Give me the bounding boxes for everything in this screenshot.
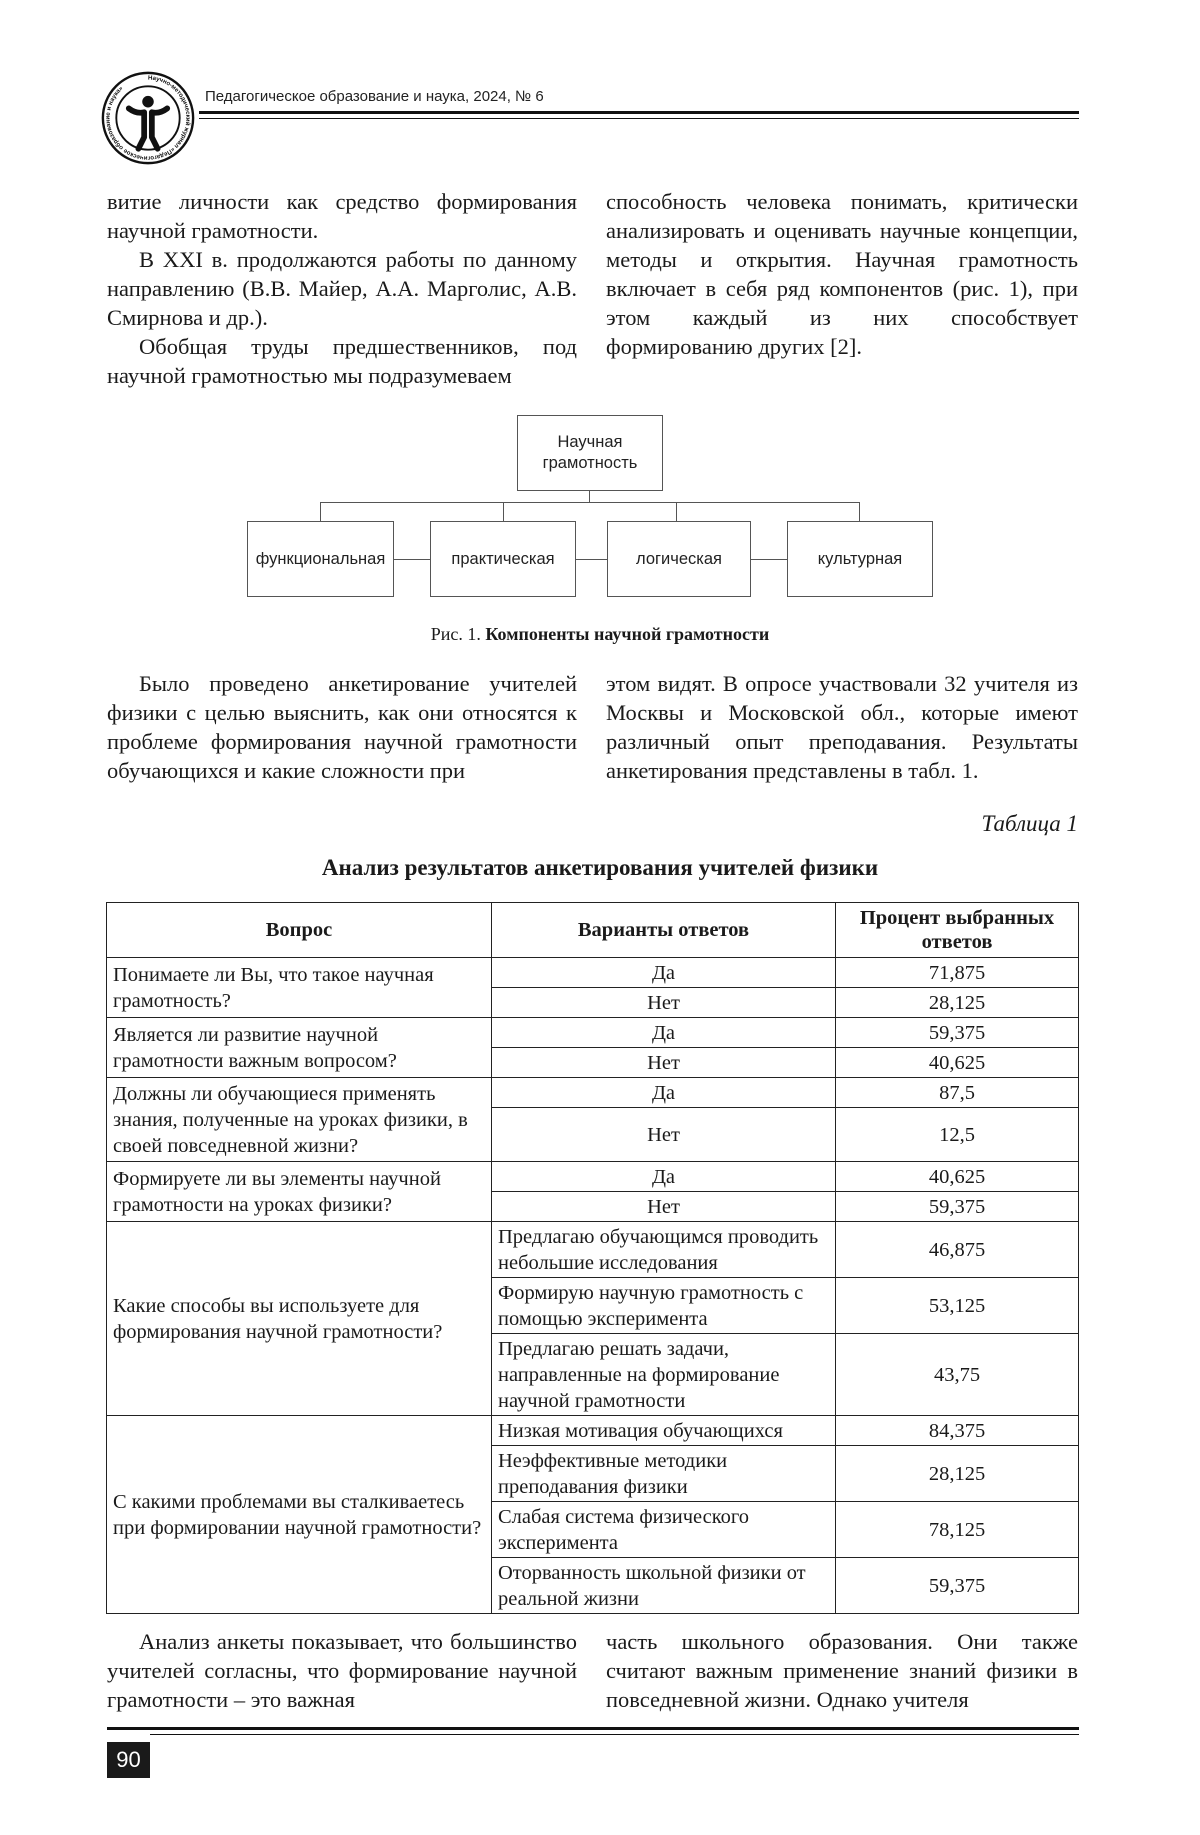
question-cell: Является ли развитие научной грамотности важным вопросом? bbox=[107, 1018, 492, 1078]
percent-cell: 71,875 bbox=[836, 958, 1079, 988]
text-column-right-mid bbox=[606, 669, 1078, 785]
option-cell: Да bbox=[492, 1078, 836, 1108]
results-table bbox=[106, 902, 1079, 1614]
question-cell: Какие способы вы используете для формирования научной грамотности? bbox=[107, 1222, 492, 1416]
paragraph: Обобщая труды предшественников, под научной грамотностью мы подразумеваем bbox=[107, 334, 577, 388]
figure-caption-prefix: Рис. 1. bbox=[430, 624, 481, 644]
percent-cell: 59,375 bbox=[836, 1192, 1079, 1222]
percent-cell: 84,375 bbox=[836, 1416, 1079, 1446]
paragraph: витие личности как средство формирования научной грамотности. bbox=[107, 189, 577, 243]
diagram-node-logical: логическая bbox=[607, 521, 751, 597]
connector-line bbox=[320, 502, 859, 503]
table-title: Анализ результатов анкетирования учителей физики bbox=[321, 855, 879, 880]
question-cell: Понимаете ли Вы, что такое научная грамотность? bbox=[107, 958, 492, 1018]
question-cell: Должны ли обучающиеся применять знания, полученные на уроках физики, в своей повседневной жизни? bbox=[107, 1078, 492, 1162]
option-cell: Да bbox=[492, 1018, 836, 1048]
header-rule bbox=[199, 111, 1079, 114]
header-rule-thin bbox=[199, 118, 1079, 119]
footer-rule bbox=[107, 1727, 1079, 1730]
connector-line bbox=[676, 502, 677, 521]
diagram-node-practical: практическая bbox=[430, 521, 576, 597]
option-cell: Слабая система физического эксперимента bbox=[492, 1502, 836, 1558]
text-column-left-top bbox=[107, 187, 577, 390]
connector-line bbox=[320, 502, 321, 521]
percent-cell: 43,75 bbox=[836, 1334, 1079, 1416]
percent-cell: 40,625 bbox=[836, 1048, 1079, 1078]
percent-cell: 40,625 bbox=[836, 1162, 1079, 1192]
option-cell: Да bbox=[492, 958, 836, 988]
paragraph: этом видят. В опросе участвовали 32 учителя из Москвы и Московской обл., которые имеют различный опыт преподавания. Результаты анкетирования представлены в табл. 1. bbox=[606, 671, 1078, 783]
percent-cell: 28,125 bbox=[836, 1446, 1079, 1502]
option-cell: Формирую научную грамотность с помощью эксперимента bbox=[492, 1278, 836, 1334]
option-cell: Нет bbox=[492, 1048, 836, 1078]
connector-line bbox=[751, 559, 787, 560]
percent-cell: 53,125 bbox=[836, 1278, 1079, 1334]
footer-rule-thin bbox=[150, 1734, 1079, 1735]
question-cell: С какими проблемами вы сталкиваетесь при формировании научной грамотности? bbox=[107, 1416, 492, 1614]
connector-line bbox=[589, 491, 590, 502]
option-cell: Нет bbox=[492, 1108, 836, 1162]
option-cell: Низкая мотивация обучающихся bbox=[492, 1416, 836, 1446]
percent-cell: 59,375 bbox=[836, 1558, 1079, 1614]
question-cell: Формируете ли вы элементы научной грамотности на уроках физики? bbox=[107, 1162, 492, 1222]
table-label: Таблица 1 bbox=[981, 811, 1078, 836]
percent-cell: 12,5 bbox=[836, 1108, 1079, 1162]
option-cell: Да bbox=[492, 1162, 836, 1192]
journal-logo bbox=[100, 70, 196, 166]
paragraph: Было проведено анкетирование учителей физики с целью выяснить, как они относятся к проблеме формирования научной грамотности обучающихся и какие сложности при bbox=[107, 671, 577, 783]
paragraph: Анализ анкеты показывает, что большинство учителей согласны, что формирование научной грамотности – это важная bbox=[107, 1629, 577, 1712]
logo-ring-text: Научно-методический журнал «Педагогическое образование и наука» bbox=[104, 74, 192, 162]
percent-cell: 78,125 bbox=[836, 1502, 1079, 1558]
connector-line bbox=[394, 559, 430, 560]
option-cell: Предлагаю обучающимся проводить небольшие исследования bbox=[492, 1222, 836, 1278]
diagram-node-cultural: культурная bbox=[787, 521, 933, 597]
text-column-right-top bbox=[606, 187, 1078, 361]
column-header-options: Варианты ответов bbox=[492, 903, 836, 958]
text-column-left-bottom bbox=[107, 1627, 577, 1714]
option-cell: Неэффективные методики преподавания физики bbox=[492, 1446, 836, 1502]
diagram-root-node: Научная грамотность bbox=[517, 415, 663, 491]
table-row bbox=[107, 1222, 1079, 1278]
journal-title: Педагогическое образование и наука, 2024, № 6 bbox=[205, 88, 544, 105]
option-cell: Нет bbox=[492, 1192, 836, 1222]
table-header-row bbox=[107, 903, 1079, 958]
percent-cell: 46,875 bbox=[836, 1222, 1079, 1278]
column-header-percent: Процент выбранных ответов bbox=[836, 903, 1079, 958]
connector-line bbox=[576, 559, 607, 560]
page-number: 90 bbox=[107, 1742, 150, 1778]
percent-cell: 87,5 bbox=[836, 1078, 1079, 1108]
paragraph: В XXI в. продолжаются работы по данному направлению (В.В. Майер, А.А. Марголис, А.В. Смирнова и др.). bbox=[107, 247, 577, 330]
text-column-right-bottom bbox=[606, 1627, 1078, 1714]
column-header-question: Вопрос bbox=[107, 903, 492, 958]
option-cell: Нет bbox=[492, 988, 836, 1018]
text-column-left-mid bbox=[107, 669, 577, 785]
percent-cell: 28,125 bbox=[836, 988, 1079, 1018]
option-cell: Предлагаю решать задачи, направленные на формирование научной грамотности bbox=[492, 1334, 836, 1416]
percent-cell: 59,375 bbox=[836, 1018, 1079, 1048]
table-row bbox=[107, 1416, 1079, 1446]
diagram-node-functional: функциональная bbox=[247, 521, 394, 597]
option-cell: Оторванность школьной физики от реальной жизни bbox=[492, 1558, 836, 1614]
table-row bbox=[107, 1162, 1079, 1192]
connector-line bbox=[503, 502, 504, 521]
figure-caption-title: Компоненты научной грамотности bbox=[485, 624, 770, 644]
figure-caption bbox=[0, 624, 1200, 645]
paragraph: часть школьного образования. Они также считают важным применение знаний физики в повседневной жизни. Однако учителя bbox=[606, 1629, 1078, 1712]
table-row bbox=[107, 1078, 1079, 1108]
table-row bbox=[107, 958, 1079, 988]
connector-line bbox=[859, 502, 860, 521]
paragraph: способность человека понимать, критически анализировать и оценивать научные концепции, методы и открытия. Научная грамотность включает в себя ряд компонентов (рис. 1), при этом каждый из них способствует формированию других [2]. bbox=[606, 189, 1078, 359]
table-row bbox=[107, 1018, 1079, 1048]
